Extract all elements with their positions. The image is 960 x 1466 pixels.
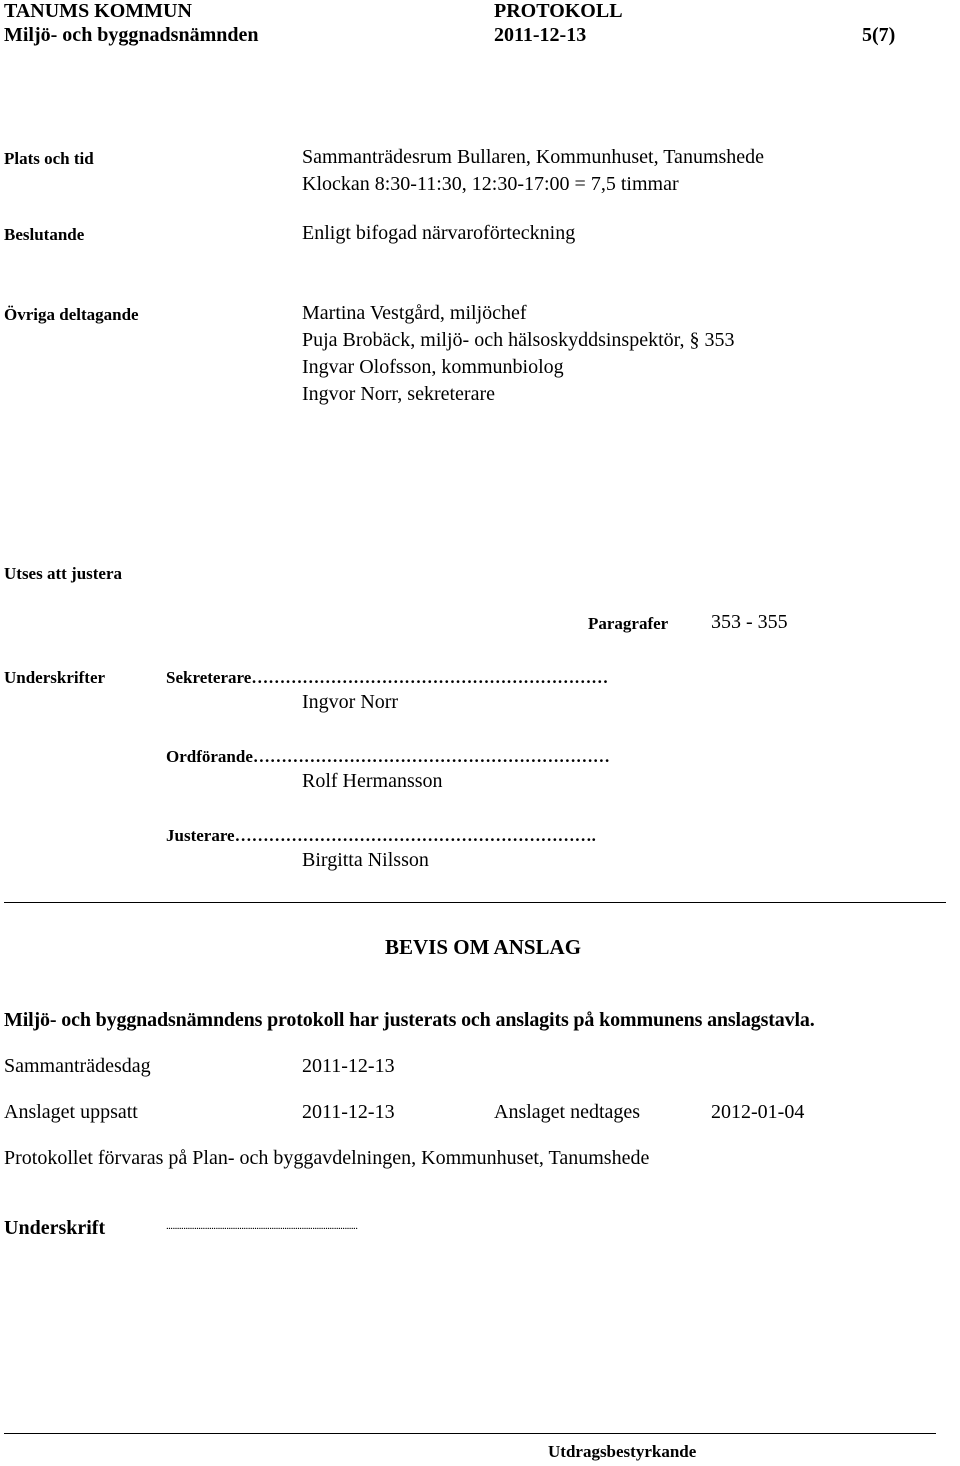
removed-label: Anslaget nedtages <box>494 1101 641 1123</box>
participant: Puja Brobäck, miljö- och hälsoskyddsinspektör, § 353 <box>302 329 735 351</box>
adjuster-name: Birgitta Nilsson <box>302 849 429 871</box>
page-number: 5(7) <box>862 24 896 46</box>
time-value: Klockan 8:30-11:30, 12:30-17:00 = 7,5 timmar <box>302 173 679 195</box>
posted-value: 2011-12-13 <box>302 1101 395 1123</box>
notice-statement: Miljö- och byggnadsnämndens protokoll har justerats och anslagits på kommunens anslagstavla. <box>4 1009 815 1031</box>
meeting-day-label: Sammanträdesdag <box>4 1055 151 1077</box>
decision-label: Beslutande <box>4 225 85 244</box>
paragraphs-label: Paragrafer <box>588 614 669 633</box>
participant: Ingvor Norr, sekreterare <box>302 383 495 405</box>
adjuster-signature-line: Justerare………………………………………………………. <box>166 826 596 845</box>
footer-line <box>4 1433 936 1434</box>
adjust-label: Utses att justera <box>4 564 123 583</box>
storage-note: Protokollet förvaras på Plan- och byggavdelningen, Kommunhuset, Tanumshede <box>4 1147 650 1169</box>
header-date: 2011-12-13 <box>494 24 587 46</box>
others-label: Övriga deltagande <box>4 305 139 324</box>
secretary-signature-line: Sekreterare……………………………………………………… <box>166 668 609 687</box>
footer-label: Utdragsbestyrkande <box>548 1442 697 1461</box>
signature-label: Underskrift <box>4 1217 106 1239</box>
divider-line <box>4 902 946 903</box>
paragraphs-value: 353 - 355 <box>711 611 788 633</box>
decision-value: Enligt bifogad närvaroförteckning <box>302 222 576 244</box>
place-value: Sammanträdesrum Bullaren, Kommunhuset, Tanumshede <box>302 146 765 168</box>
participant: Ingvar Olofsson, kommunbiolog <box>302 356 564 378</box>
signature-dots: ......................................................................................... <box>166 1220 358 1232</box>
chair-name: Rolf Hermansson <box>302 770 443 792</box>
secretary-name: Ingvor Norr <box>302 691 399 713</box>
doc-type: PROTOKOLL <box>494 0 623 22</box>
posted-label: Anslaget uppsatt <box>4 1101 138 1123</box>
committee-name: Miljö- och byggnadsnämnden <box>4 24 259 46</box>
signatures-label: Underskrifter <box>4 668 106 687</box>
notice-title: BEVIS OM ANSLAG <box>385 935 582 959</box>
place-label: Plats och tid <box>4 149 94 168</box>
meeting-day-value: 2011-12-13 <box>302 1055 395 1077</box>
chair-signature-line: Ordförande……………………………………………………… <box>166 747 610 766</box>
removed-value: 2012-01-04 <box>711 1101 805 1123</box>
org-name: TANUMS KOMMUN <box>4 0 192 22</box>
participant: Martina Vestgård, miljöchef <box>302 302 527 324</box>
